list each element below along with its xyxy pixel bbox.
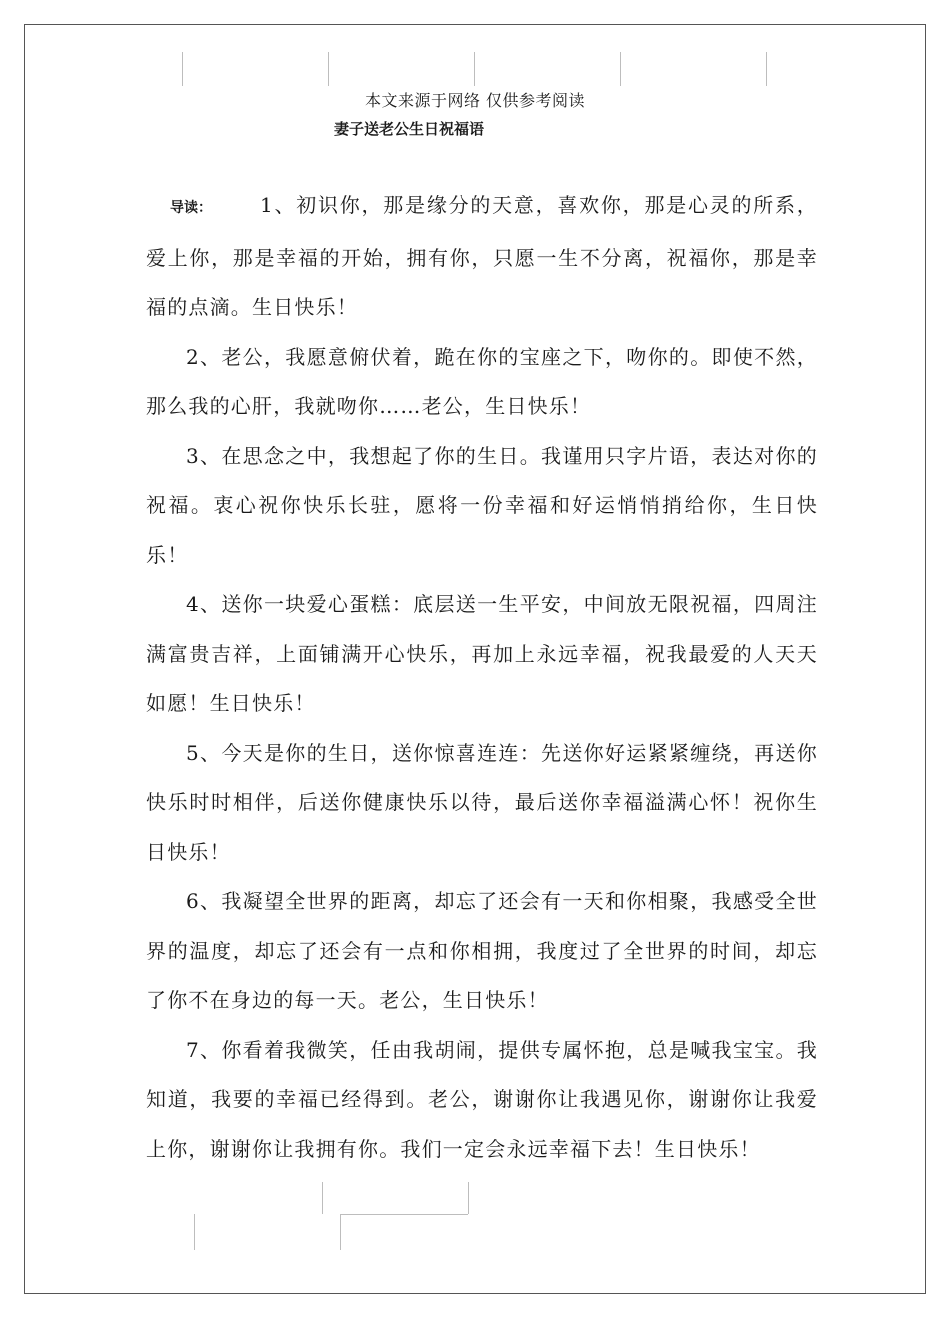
lead-paragraph (146, 181, 818, 333)
footer-rule (340, 1214, 468, 1215)
document-title: 妻子送老公生日祝福语 (334, 120, 485, 138)
footer-divider (322, 1182, 323, 1214)
wish-paragraph: 5、今天是你的生日，送你惊喜连连：先送你好运紧紧缠绕，再送你快乐时时相伴，后送你健康快乐以待，最后送你幸福溢满心怀！祝你生日快乐！ (146, 740, 818, 864)
source-note-text: 本文来源于网络 仅供参考阅读 (364, 91, 586, 110)
wish-paragraph: 7、你看着我微笑，任由我胡闹，提供专属怀抱，总是喊我宝宝。我知道，我要的幸福已经得到。老公，谢谢你让我遇见你，谢谢你让我爱上你，谢谢你让我拥有你。我们一定会永远幸福下去！生日快乐！ (146, 1037, 818, 1161)
footer-divider (340, 1214, 341, 1250)
header-divider (620, 52, 621, 86)
wish-paragraph: 6、我凝望全世界的距离，却忘了还会有一天和你相聚，我感受全世界的温度，却忘了还会有一点和你相拥，我度过了全世界的时间，却忘了你不在身边的每一天。老公，生日快乐！ (146, 889, 818, 1012)
header-divider (182, 52, 183, 86)
source-note (0, 88, 950, 111)
wish-paragraph: 2、老公，我愿意俯伏着，跪在你的宝座之下，吻你的。即使不然，那么我的心肝，我就吻你……老公，生日快乐！ (146, 344, 818, 418)
header-divider (766, 52, 767, 86)
lead-text: 1、初识你，那是缘分的天意，喜欢你，那是心灵的所系，爱上你，那是幸福的开始，拥有你，只愿一生不分离，祝福你，那是幸福的点滴。生日快乐！ (146, 193, 818, 319)
wish-paragraph: 3、在思念之中，我想起了你的生日。我谨用只字片语，表达对你的祝福。衷心祝你快乐长驻，愿将一份幸福和好运悄悄捎给你，生日快乐！ (146, 443, 818, 567)
wish-paragraph: 4、送你一块爱心蛋糕：底层送一生平安，中间放无限祝福，四周注满富贵吉祥，上面铺满开心快乐，再加上永远幸福，祝我最爱的人天天如愿！生日快乐！ (146, 592, 818, 715)
footer-divider (194, 1214, 195, 1250)
document-body (146, 181, 818, 1174)
footer-divider (468, 1182, 469, 1214)
header-divider (328, 52, 329, 86)
lead-label: 导读： (170, 200, 212, 216)
header-divider (474, 52, 475, 86)
